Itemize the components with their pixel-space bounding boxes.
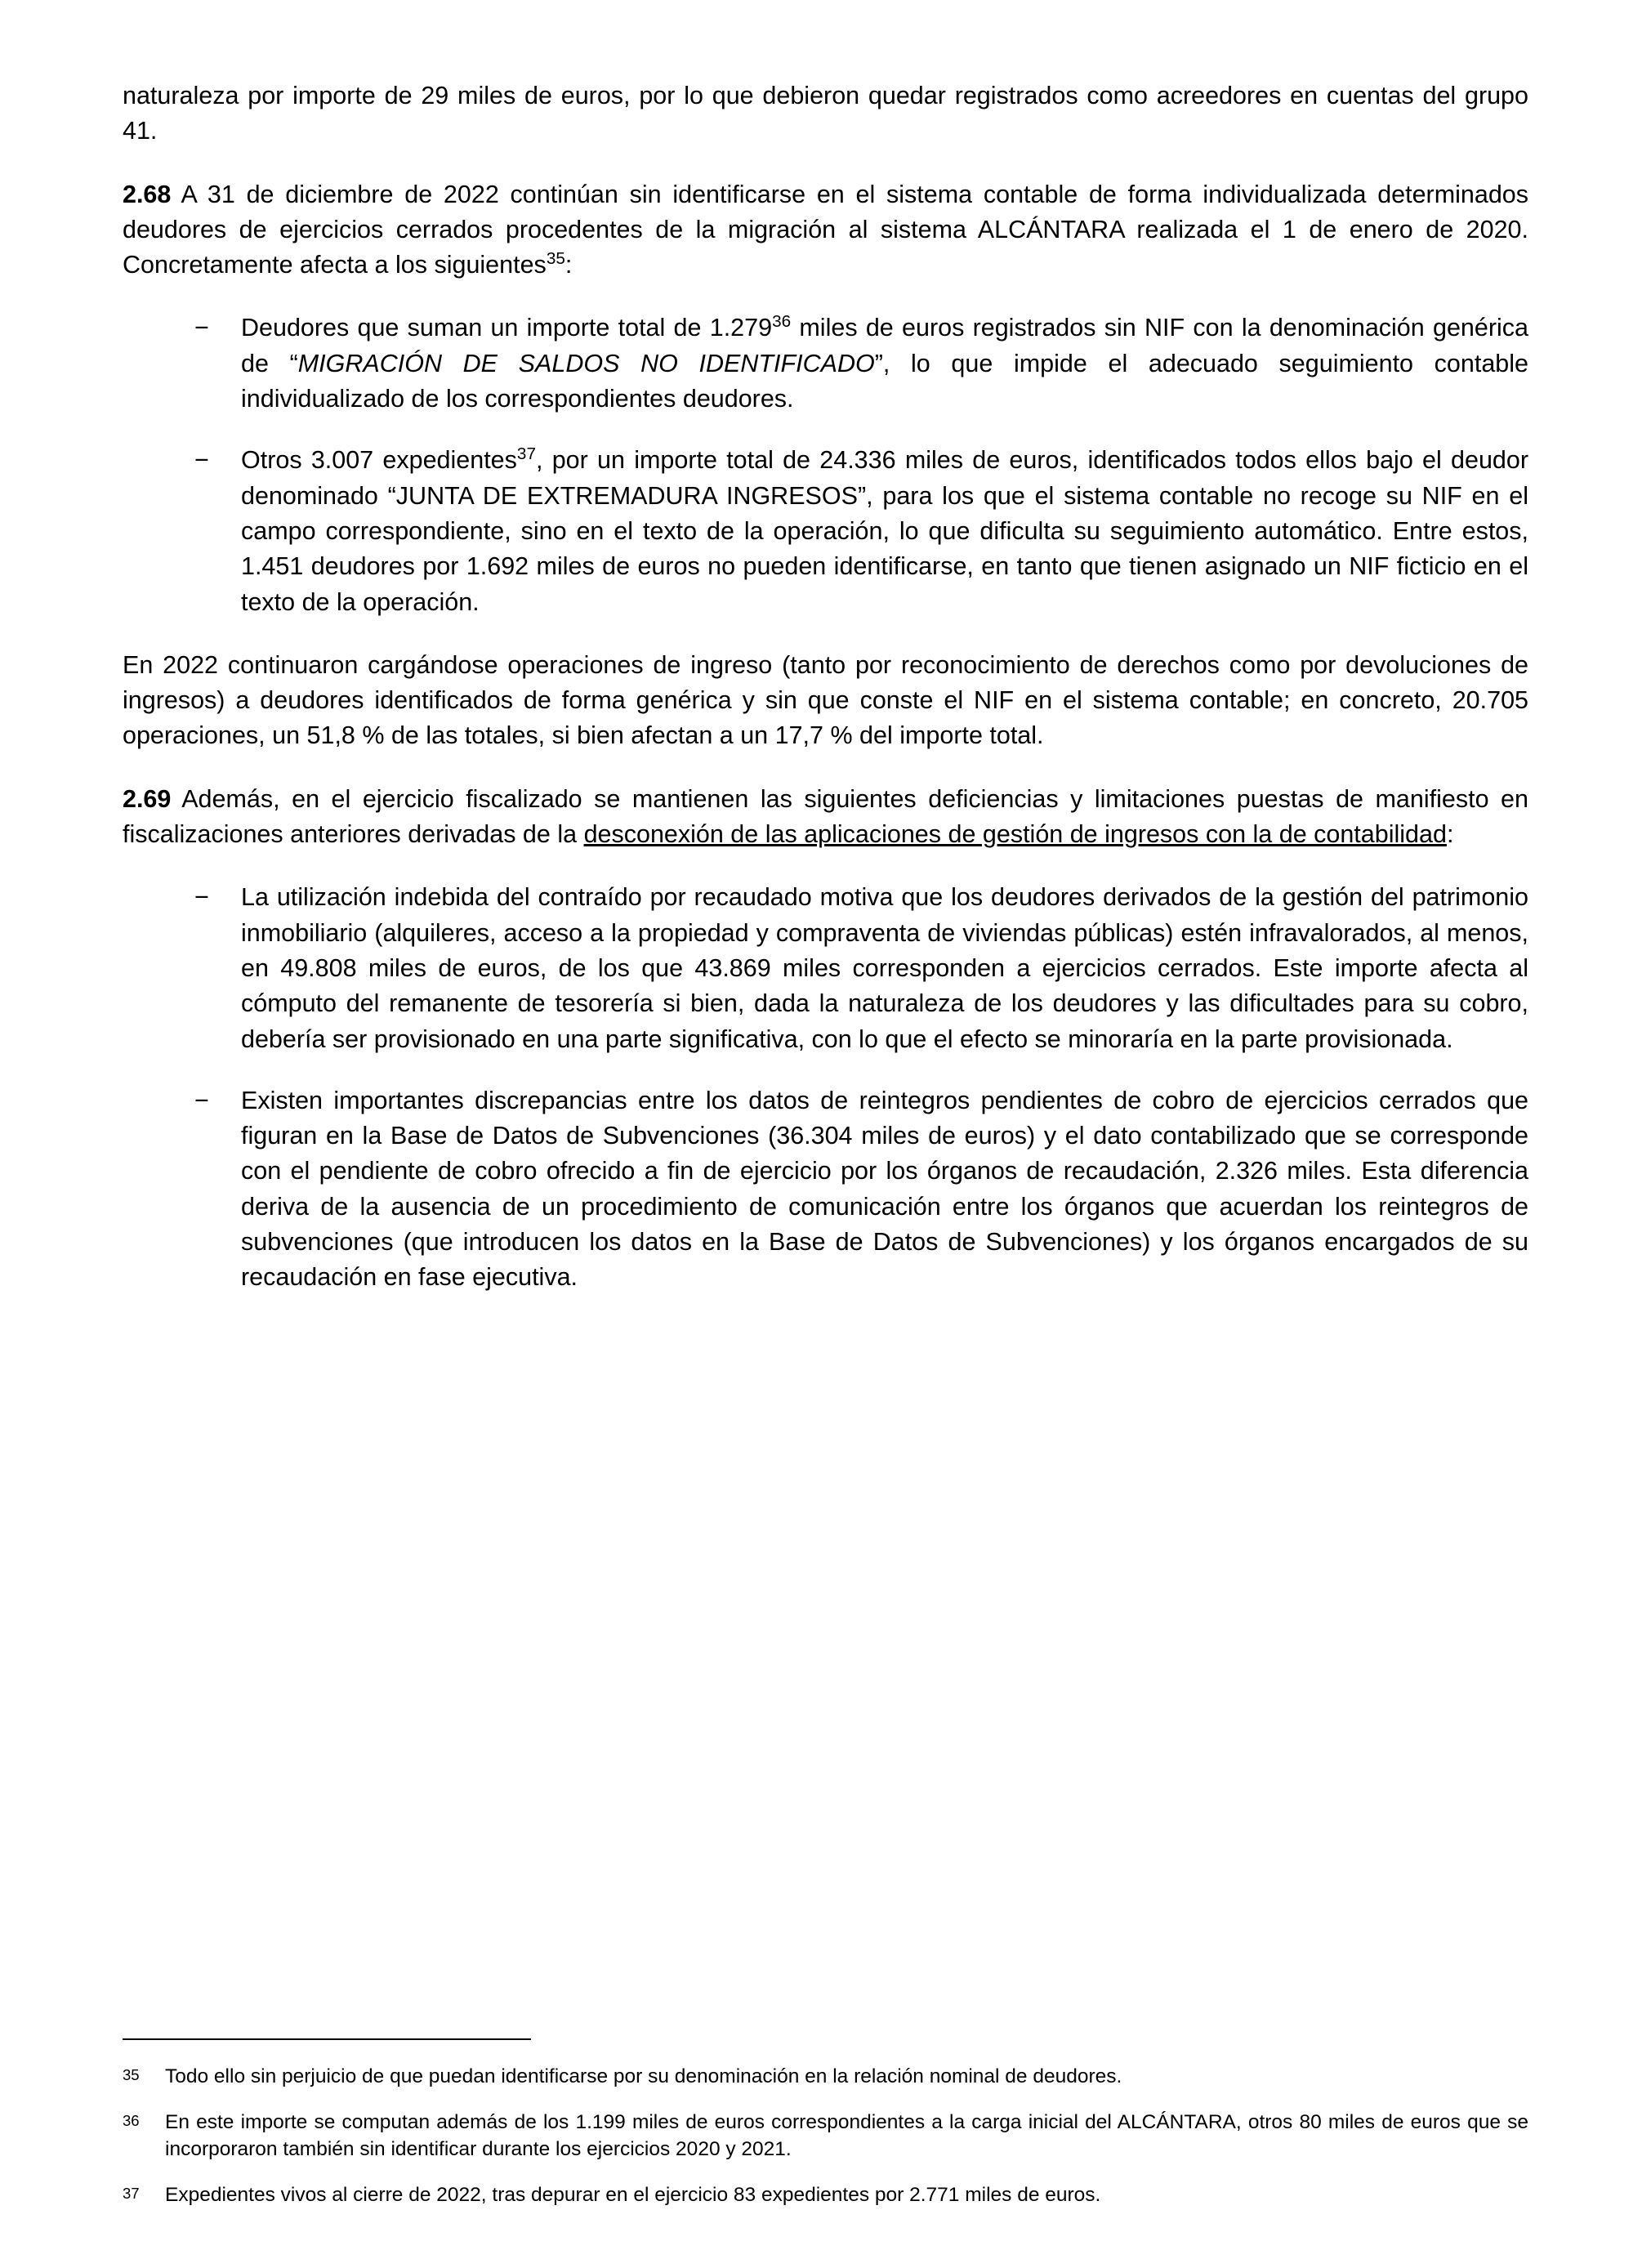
bullet-text: La utilización indebida del contraído por recaudado motiva que los deudores derivados de la gestión del patrimonio inmobiliario (alquileres, acceso a la propiedad y compraventa de viviendas públicas) estén infravalorados, al menos, en 49.808 miles de euros, de los que 43.869 miles corresponden a ejercicios cerrados. Este importe afecta al cómputo del remanente de tesorería si bien, dada la naturaleza de los deudores y las dificultades para su cobro, debería ser provisionado en una parte significativa, con lo que el efecto se minoraría en la parte provisionada. [241, 883, 1528, 1053]
bullet-text-part1: Otros 3.007 expedientes [241, 446, 517, 475]
paragraph-number-2-68: 2.68 [123, 180, 172, 208]
footnote-36 [123, 2109, 1528, 2164]
footnote-text: Expedientes vivos al cierre de 2022, tras depurar en el ejercicio 83 expedientes por 2.771 miles de euros. [165, 2184, 1101, 2207]
footnote-text: Todo ello sin perjuicio de que puedan identificarse por su denominación en la relación nominal de deudores. [165, 2065, 1122, 2087]
paragraph-2-68-text [171, 181, 181, 208]
list-item [123, 310, 1528, 417]
bullet-text-part3: ”, lo que impide el adecuado seguimiento contable individualizado de los correspondientes deudores. [241, 349, 1528, 413]
paragraph-2022: En 2022 continuaron cargándose operaciones de ingreso (tanto por reconocimiento de derechos como por devoluciones de ingresos) a deudores identificados de forma genérica y sin que conste el NIF en el sistema contable; en concreto, 20.705 operaciones, un 51,8 % de las totales, si bien afectan a un 17,7 % del importe total. [123, 650, 1528, 750]
list-item [123, 1083, 1528, 1296]
dash-bullet-icon: − [194, 883, 209, 912]
footnote-37 [123, 2181, 1528, 2209]
list-item [123, 443, 1528, 619]
dash-bullet-icon: − [194, 314, 209, 342]
intro-paragraph: naturaleza por importe de 29 miles de euros, por lo que debieron quedar registrados como acreedores en cuentas del grupo 41. [123, 82, 1528, 145]
paragraph-2-69 [123, 782, 1528, 853]
list-item [123, 880, 1528, 1056]
bullet-text-italic: MIGRACIÓN DE SALDOS NO IDENTIFICADO [297, 349, 875, 377]
footnote-marker: 35 [123, 2065, 140, 2083]
dash-bullet-icon: − [194, 446, 209, 475]
paragraph-2-69-body: Además, en el ejercicio fiscalizado se mantienen las siguientes deficiencias y limitaciones puestas de manifiesto en fiscalizaciones anteriores derivadas de la [123, 784, 1528, 849]
footnote-marker: 37 [123, 2185, 140, 2203]
space-separator [171, 785, 181, 813]
footnote-ref-35: 35 [546, 249, 565, 269]
footnotes-section [123, 2038, 1528, 2209]
footnote-text: En este importe se computan además de los 1.199 miles de euros correspondientes a la carga inicial del ALCÁNTARA, otros 80 miles de euros que se incorporaron también sin identificar durante los ejercicios 2020 y 2021. [165, 2110, 1528, 2161]
bullet-text-part2: miles de euros registrados sin NIF con la denominación genérica de “ [241, 314, 1528, 377]
paragraph-2-69-tail: : [1446, 820, 1454, 849]
bullet-text-part1: Deudores que suman un importe total de 1.279 [241, 314, 773, 342]
paragraph-2-68-tail: : [564, 251, 573, 279]
footnote-ref-36: 36 [772, 312, 792, 332]
footnote-35 [123, 2063, 1528, 2091]
bullet-text-part2: , por un importe total de 24.336 miles de euros, identificados todos ellos bajo el deudor denominado “JUNTA DE EXTREMADURA INGRESOS”, para los que el sistema contable no recoge su NIF en el campo correspondiente, sino en el texto de la operación, lo que dificulta su seguimiento automático. Entre estos, 1.451 deudores por 1.692 miles de euros no pueden identificarse, en tanto que tienen asignado un NIF ficticio en el texto de la operación. [241, 446, 1528, 616]
footnote-marker: 36 [123, 2111, 140, 2129]
paragraph-2-68 [123, 177, 1528, 284]
footnote-separator-rule [123, 2038, 531, 2040]
paragraph-2-69-underlined: desconexión de las aplicaciones de gestión de ingresos con la de contabilidad [583, 820, 1447, 849]
bullet-list-2-69 [123, 880, 1528, 1295]
paragraph-number-2-69: 2.69 [123, 784, 172, 813]
footnote-ref-37: 37 [516, 444, 536, 464]
bullet-text: Existen importantes discrepancias entre los datos de reintegros pendientes de cobro de ejercicios cerrados que figuran en la Base de Datos de Subvenciones (36.304 miles de euros) y el dato contabilizado que se corresponde con el pendiente de cobro ofrecido a fin de ejercicio por los órganos de recaudación, 2.326 miles. Esta diferencia deriva de la ausencia de un procedimiento de comunicación entre los órganos que acuerdan los reintegros de subvenciones (que introducen los datos en la Base de Datos de Subvenciones) y los órganos encargados de su recaudación en fase ejecutiva. [241, 1086, 1528, 1292]
paragraph-2-68-body: A 31 de diciembre de 2022 continúan sin identificarse en el sistema contable de forma individualizada determinados deudores de ejercicios cerrados procedentes de la migración al sistema ALCÁNTARA realizada el 1 de enero de 2020. Concretamente afecta a los siguientes [123, 180, 1528, 279]
dash-bullet-icon: − [194, 1086, 209, 1114]
bullet-list-2-68 [123, 310, 1528, 619]
